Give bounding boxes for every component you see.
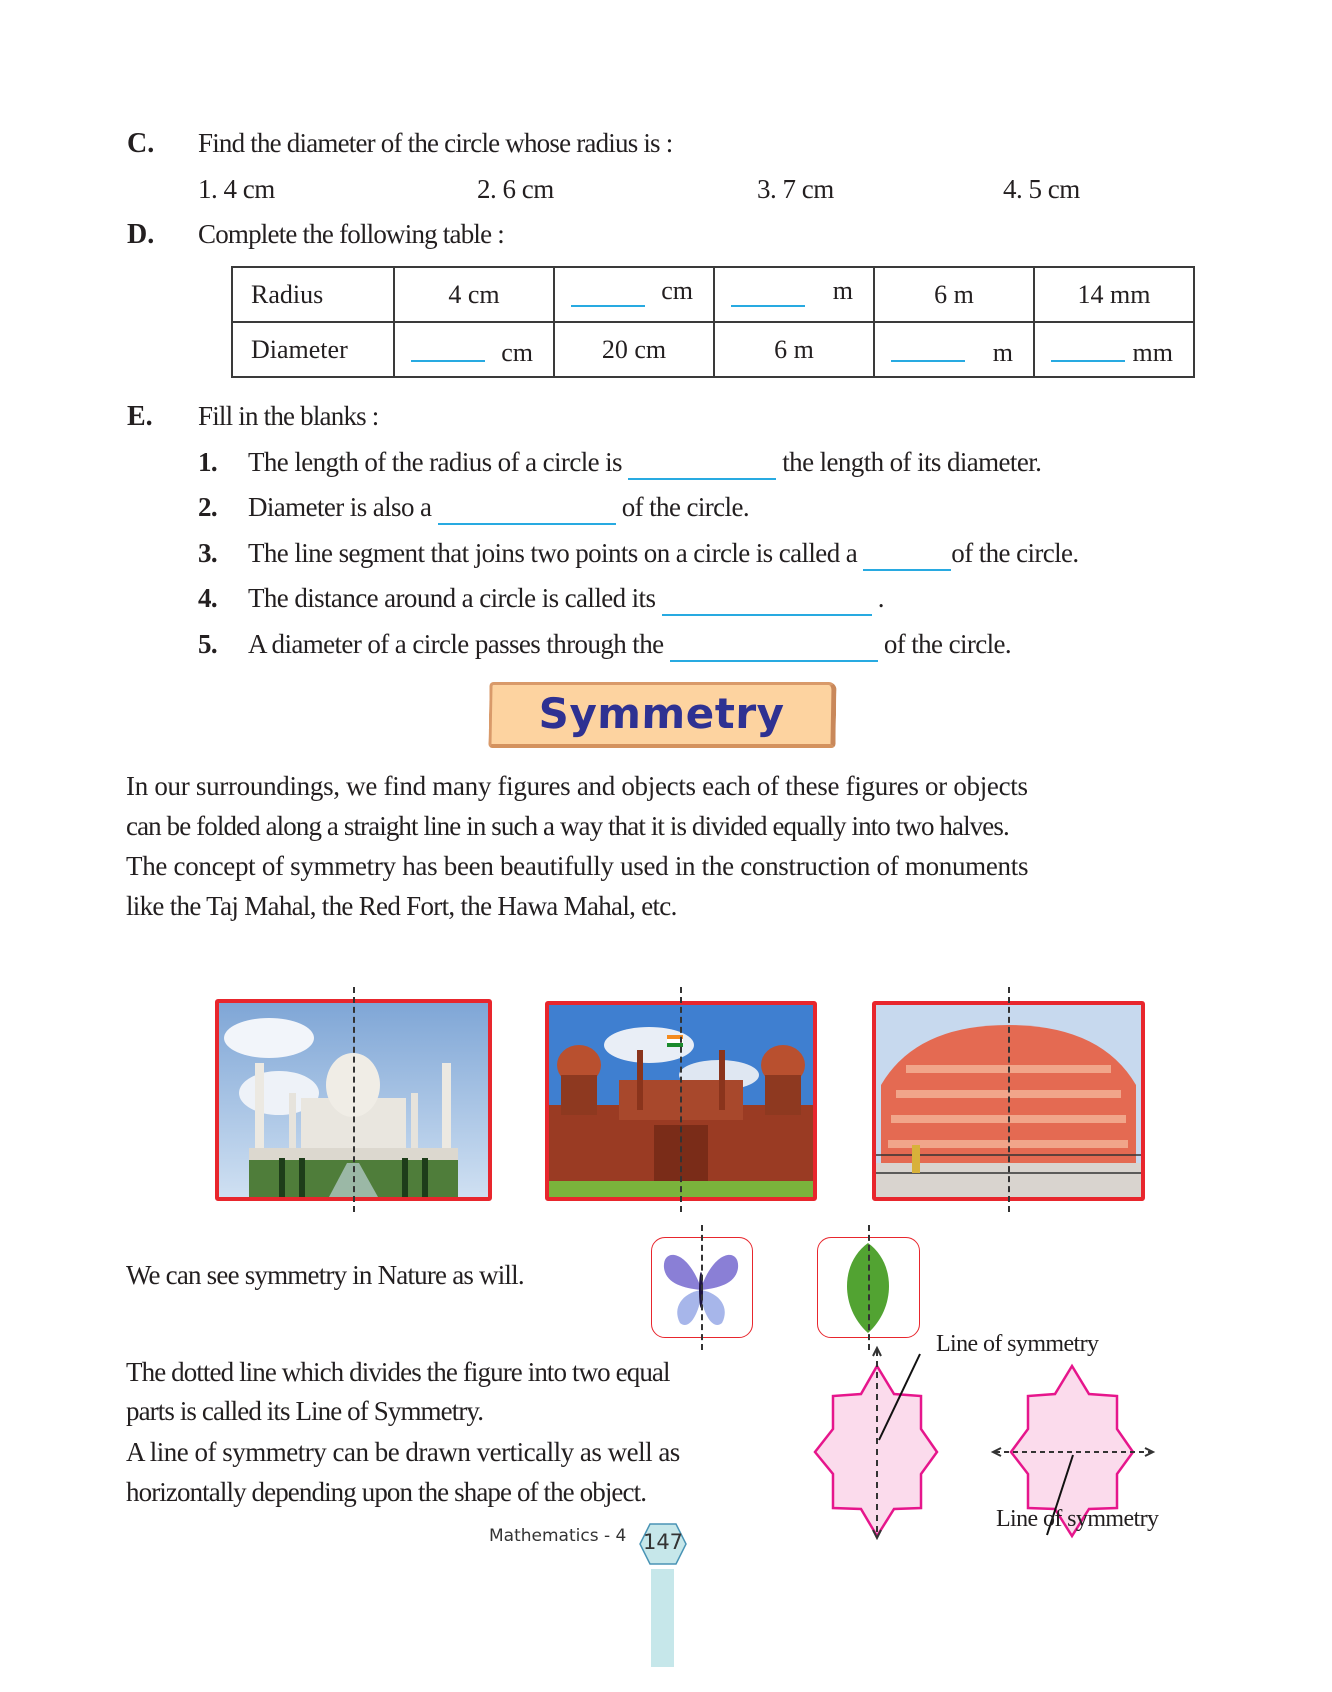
option-1: 1. 4 cm	[198, 174, 275, 204]
row-label: Diameter	[232, 322, 394, 377]
definition-line-2: parts is called its Line of Symmetry.	[126, 1396, 484, 1426]
answer-blank[interactable]	[1051, 360, 1125, 362]
answer-blank[interactable]	[731, 305, 805, 307]
option-4: 4. 5 cm	[1003, 174, 1080, 204]
definition-line-4: horizontally depending upon the shape of the object.	[126, 1477, 647, 1507]
section-c-letter: C.	[127, 128, 155, 159]
footer-book-title: Mathematics - 4	[489, 1526, 627, 1546]
unit-label: cm	[661, 276, 693, 305]
option-3: 3. 7 cm	[757, 174, 834, 204]
line-of-symmetry-taj	[353, 987, 355, 1212]
fill-item-3: 3. The line segment that joins two points on a circle is called a of the circle.	[198, 538, 1079, 571]
intro-line-4: like the Taj Mahal, the Red Fort, the Hawa Mahal, etc.	[126, 891, 677, 921]
answer-blank[interactable]	[891, 360, 965, 362]
answer-blank[interactable]	[571, 305, 645, 307]
answer-blank[interactable]	[863, 538, 951, 571]
unit-label: m	[992, 338, 1013, 367]
definition-line-3: A line of symmetry can be drawn vertically as well as	[126, 1437, 680, 1467]
label-line-of-symmetry-bottom: Line of symmetry	[996, 1506, 1159, 1532]
fill-item-2: 2. Diameter is also a of the circle.	[198, 492, 749, 525]
table-cell: 6 m	[714, 322, 874, 377]
intro-line-3: The concept of symmetry has been beautifully used in the construction of monuments	[126, 851, 1029, 881]
row-label: Radius	[232, 267, 394, 322]
section-e-prompt: Fill in the blanks :	[198, 401, 379, 431]
unit-label: m	[832, 276, 853, 305]
unit-label: cm	[501, 338, 533, 367]
table-cell-blank[interactable]	[554, 267, 714, 322]
section-d-letter: D.	[127, 219, 155, 250]
table-cell: 4 cm	[394, 267, 554, 322]
fill-item-5: 5. A diameter of a circle passes through the of the circle.	[198, 629, 1011, 662]
fill-item-4: 4. The distance around a circle is called its .	[198, 583, 884, 616]
table-cell: 6 m	[874, 267, 1034, 322]
answer-blank[interactable]	[662, 583, 872, 616]
intro-line-2: can be folded along a straight line in such a way that it is divided equally into two halves.	[126, 811, 1009, 841]
fill-item-1: 1. The length of the radius of a circle is the length of its diameter.	[198, 447, 1041, 480]
table-cell-blank[interactable]	[874, 322, 1034, 377]
unit-label: mm	[1132, 338, 1173, 367]
table-row-radius	[232, 267, 1194, 322]
section-c-prompt: Find the diameter of the circle whose radius is :	[198, 128, 673, 158]
table-cell-blank[interactable]	[1034, 322, 1194, 377]
radius-diameter-table	[231, 266, 1195, 378]
table-row-diameter	[232, 322, 1194, 377]
table-cell-blank[interactable]	[714, 267, 874, 322]
nature-text: We can see symmetry in Nature as will.	[126, 1260, 524, 1290]
line-of-symmetry-hawa-mahal	[1008, 987, 1010, 1212]
page-number: 147	[642, 1530, 684, 1554]
label-line-of-symmetry-top: Line of symmetry	[936, 1331, 1099, 1357]
line-of-symmetry-butterfly	[701, 1225, 703, 1350]
table-cell: 14 mm	[1034, 267, 1194, 322]
answer-blank[interactable]	[411, 360, 485, 362]
answer-blank[interactable]	[670, 629, 878, 662]
option-2: 2. 6 cm	[477, 174, 554, 204]
definition-line-1: The dotted line which divides the figure into two equal	[126, 1357, 670, 1387]
page-title: Symmetry	[538, 689, 785, 738]
answer-blank[interactable]	[438, 492, 616, 525]
intro-line-1: In our surroundings, we find many figures and objects each of these figures or objects	[126, 771, 1028, 801]
table-cell-blank[interactable]	[394, 322, 554, 377]
line-of-symmetry-red-fort	[680, 987, 682, 1212]
symmetry-heading-banner	[488, 682, 836, 748]
table-cell: 20 cm	[554, 322, 714, 377]
page-tab-bar	[651, 1569, 674, 1667]
section-d-prompt: Complete the following table :	[198, 219, 504, 249]
answer-blank[interactable]	[628, 447, 776, 480]
section-e-letter: E.	[127, 401, 153, 432]
